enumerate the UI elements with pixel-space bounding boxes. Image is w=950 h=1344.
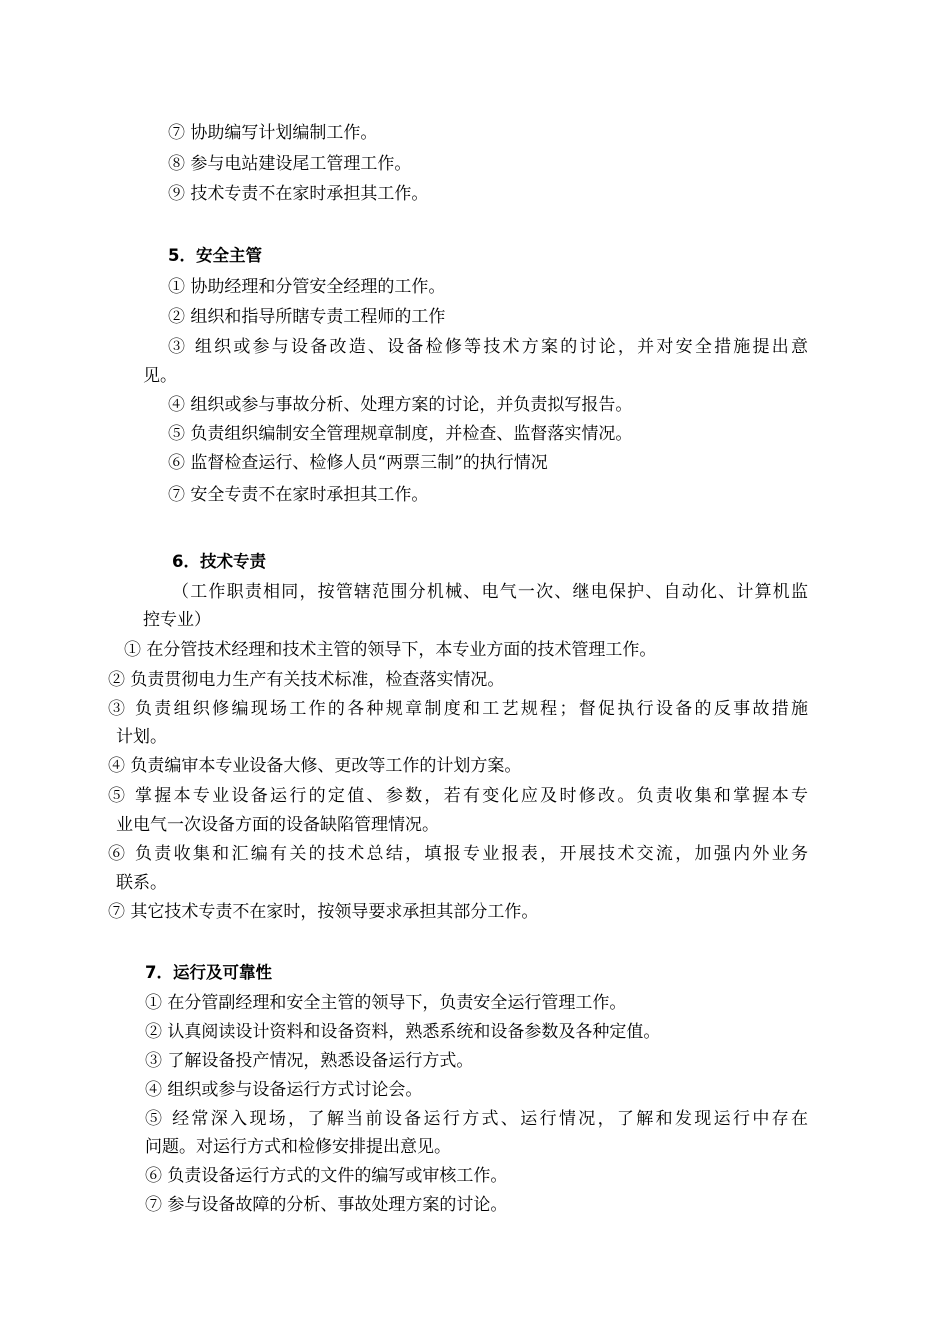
sec7-heading: 7．运行及可靠性 <box>145 963 272 982</box>
sec4-item-7: ⑦ 协助编写计划编制工作。 <box>168 123 378 143</box>
sec6-item-6-line-1: ⑥ 负责收集和汇编有关的技术总结，填报专业报表，开展技术交流，加强内外业务 <box>108 844 808 864</box>
sec6-item-3-line-1: ③ 负责组织修编现场工作的各种规章制度和工艺规程；督促执行设备的反事故措施 <box>108 699 808 719</box>
sec5-item-3-line-1: ③ 组织或参与设备改造、设备检修等技术方案的讨论，并对安全措施提出意 <box>168 337 808 357</box>
sec5-item-2: ② 组织和指导所瞎专责工程师的工作 <box>168 307 446 327</box>
sec6-note-line-1: （工作职责相同，按管辖范围分机械、电气一次、继电保护、自动化、计算机监 <box>172 582 808 602</box>
sec6-item-5-line-2: 业电气一次设备方面的设备缺陷管理情况。 <box>116 815 439 835</box>
sec5-item-3-line-2: 见。 <box>143 366 177 386</box>
sec6-item-1: ① 在分管技术经理和技术主管的领导下，本专业方面的技术管理工作。 <box>124 640 657 660</box>
sec5-item-1: ① 协助经理和分管安全经理的工作。 <box>168 277 446 297</box>
sec7-item-3: ③ 了解设备投产情况，熟悉设备运行方式。 <box>145 1051 474 1071</box>
sec7-item-5-line-2: 问题。对运行方式和检修安排提出意见。 <box>145 1137 451 1157</box>
sec5-item-7: ⑦ 安全专责不在家时承担其工作。 <box>168 485 429 505</box>
sec5-heading: 5．安全主管 <box>168 246 262 265</box>
sec4-item-9: ⑨ 技术专责不在家时承担其工作。 <box>168 184 429 204</box>
sec7-item-7: ⑦ 参与设备故障的分析、事故处理方案的讨论。 <box>145 1195 508 1215</box>
sec7-item-5-line-1: ⑤ 经常深入现场，了解当前设备运行方式、运行情况，了解和发现运行中存在 <box>145 1109 808 1129</box>
sec5-item-5: ⑤ 负责组织编制安全管理规章制度，并检查、监督落实情况。 <box>168 424 633 444</box>
sec6-item-7: ⑦ 其它技术专责不在家时，按领导要求承担其部分工作。 <box>108 902 539 922</box>
sec6-heading: 6．技术专责 <box>172 552 266 571</box>
sec5-item-6: ⑥ 监督检查运行、检修人员“两票三制”的执行情况 <box>168 453 548 473</box>
sec6-note-line-2: 控专业） <box>143 610 211 630</box>
sec6-item-2: ② 负责贯彻电力生产有关技术标准，检查落实情况。 <box>108 670 505 690</box>
sec7-item-6: ⑥ 负责设备运行方式的文件的编写或审核工作。 <box>145 1166 508 1186</box>
sec6-item-4: ④ 负责编审本专业设备大修、更改等工作的计划方案。 <box>108 756 522 776</box>
sec4-item-8: ⑧ 参与电站建设尾工管理工作。 <box>168 154 412 174</box>
sec7-item-2: ② 认真阅读设计资料和设备资料，熟悉系统和设备参数及各种定值。 <box>145 1022 661 1042</box>
sec5-item-4: ④ 组织或参与事故分析、处理方案的讨论，并负责拟写报告。 <box>168 395 633 415</box>
sec7-item-4: ④ 组织或参与设备运行方式讨论会。 <box>145 1080 423 1100</box>
sec6-item-5-line-1: ⑤ 掌握本专业设备运行的定值、参数，若有变化应及时修改。负责收集和掌握本专 <box>108 786 808 806</box>
sec7-item-1: ① 在分管副经理和安全主管的领导下，负责安全运行管理工作。 <box>145 993 627 1013</box>
sec6-item-3-line-2: 计划。 <box>116 727 167 747</box>
sec6-item-6-line-2: 联系。 <box>116 873 167 893</box>
